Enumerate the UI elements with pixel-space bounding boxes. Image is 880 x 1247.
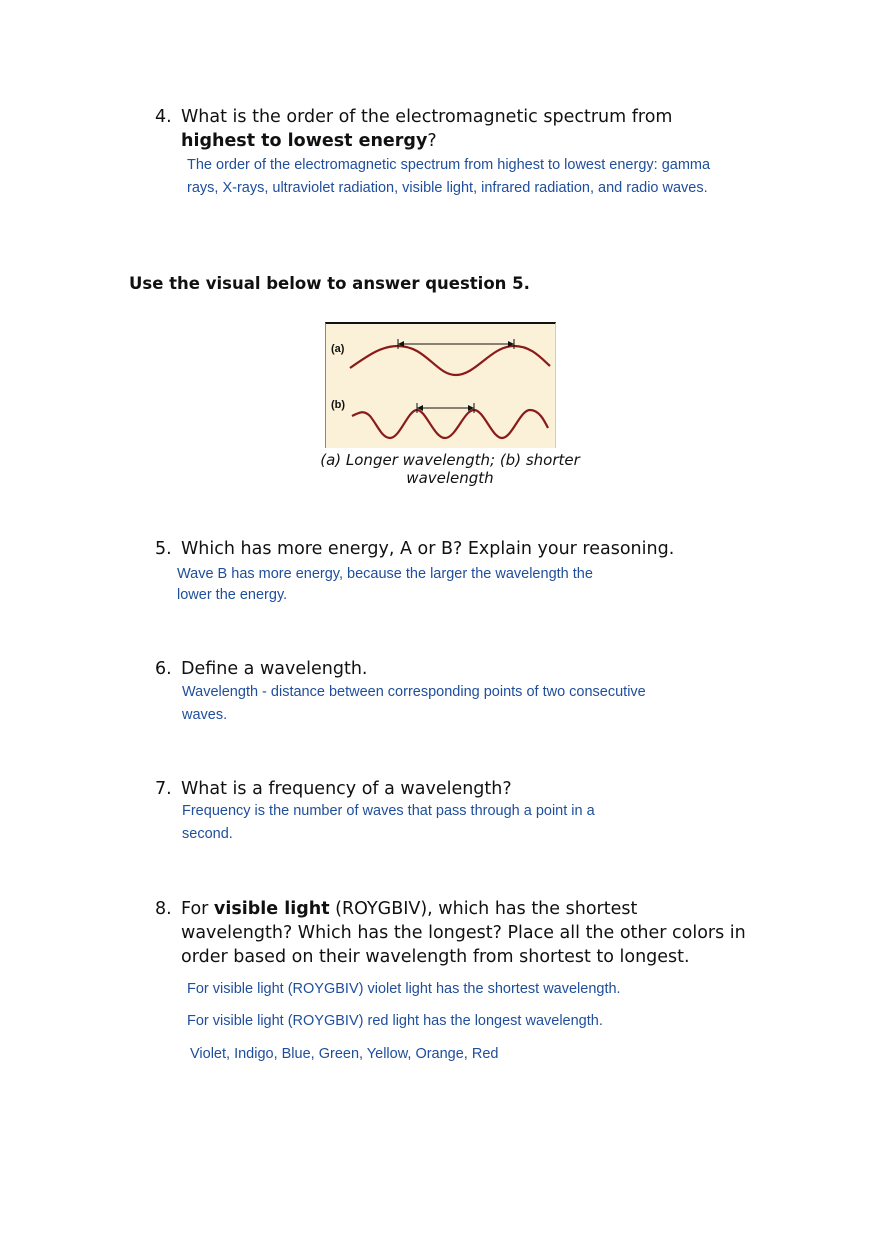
wave-label-a: (a) <box>331 343 345 355</box>
question-number: 6. <box>155 659 172 679</box>
wave-a-curve <box>350 346 550 375</box>
answer-6-line-1: Wavelength - distance between corresponding points of two consecutive <box>182 684 646 700</box>
section-heading: Use the visual below to answer question 5. <box>129 274 530 293</box>
question-number: 8. <box>155 899 172 919</box>
answer-4-line-2: rays, X-rays, ultraviolet radiation, visible light, infrared radiation, and radio waves. <box>187 180 708 196</box>
figure-caption: (a) Longer wavelength; (b) shorter wavelength <box>320 451 580 487</box>
question-text-part: What is the order of the electromagnetic spectrum from <box>181 107 673 127</box>
wave-diagram <box>326 324 557 450</box>
answer-8-shortest: For visible light (ROYGBIV) violet light has the shortest wavelength. <box>187 981 621 997</box>
wave-label-b: (b) <box>331 399 346 411</box>
question-number: 7. <box>155 779 172 799</box>
question-text: Which has more energy, A or B? Explain your reasoning. <box>181 539 675 559</box>
question-number: 4. <box>155 107 172 127</box>
wavelength-figure <box>325 322 556 448</box>
answer-5-line-1: Wave B has more energy, because the larger the wavelength the <box>177 566 593 582</box>
question-number: 5. <box>155 539 172 559</box>
question-text <box>181 897 751 969</box>
answer-8-longest: For visible light (ROYGBIV) red light has the longest wavelength. <box>187 1013 603 1029</box>
question-text: What is a frequency of a wavelength? <box>181 779 512 799</box>
answer-5-line-2: lower the energy. <box>177 587 288 603</box>
question-text-part: For <box>181 899 214 919</box>
question-text <box>181 105 751 153</box>
answer-6-line-2: waves. <box>182 707 228 723</box>
answer-7-line-2: second. <box>182 826 233 842</box>
question-text-bold: highest to lowest energy <box>181 131 428 151</box>
wave-b-curve <box>352 410 548 438</box>
question-text-part: (ROYGBIV), which has the shortest wavelength? Which has the longest? Place all the other colors in order based on their wavelength from shortest to longest. <box>181 899 746 967</box>
question-text-part: ? <box>427 131 437 151</box>
answer-7-line-1: Frequency is the number of waves that pass through a point in a <box>182 803 595 819</box>
question-text: Define a wavelength. <box>181 659 368 679</box>
answer-4-line-1: The order of the electromagnetic spectrum from highest to lowest energy: gamma <box>187 157 711 173</box>
question-text-bold: visible light <box>213 899 330 919</box>
answer-8-order: Violet, Indigo, Blue, Green, Yellow, Orange, Red <box>190 1046 499 1062</box>
